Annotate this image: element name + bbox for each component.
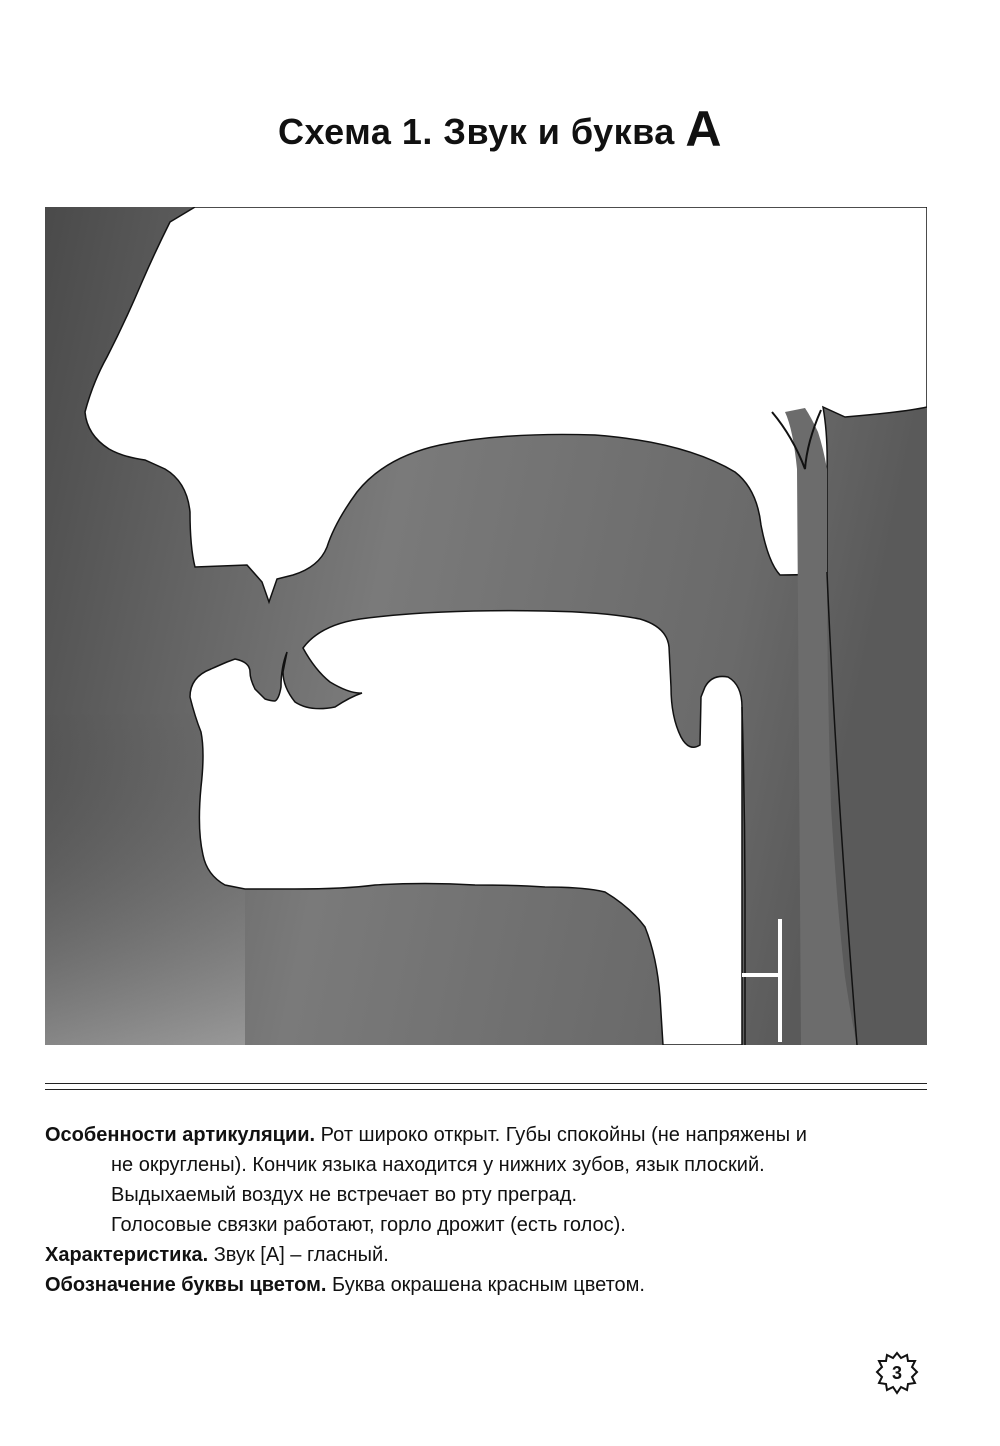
characteristic-text: Звук [А] – гласный.	[213, 1244, 389, 1266]
characteristic-label: Характеристика.	[45, 1244, 209, 1266]
title-letter: А	[685, 101, 722, 157]
articulation-label: Особенности артикуляции.	[45, 1124, 316, 1146]
articulation-diagram	[45, 207, 927, 1045]
articulation-line-1: Рот широко открыт. Губы спокойны (не напряжены и	[320, 1124, 807, 1146]
description-block	[45, 1120, 945, 1300]
color-text: Буква окрашена красным цветом.	[332, 1274, 645, 1296]
page-title	[0, 100, 1000, 158]
color-label: Обозначение буквы цветом.	[45, 1274, 327, 1296]
title-text: Схема 1. Звук и буква	[278, 111, 675, 152]
articulation-paragraph	[45, 1120, 945, 1150]
articulation-line-2: не округлены). Кончик языка находится у нижних зубов, язык плоский.	[111, 1154, 765, 1176]
separator-line-bottom	[45, 1089, 927, 1090]
characteristic-paragraph	[45, 1240, 945, 1270]
articulation-line-3: Выдыхаемый воздух не встречает во рту преград.	[111, 1184, 578, 1206]
separator-line-top	[45, 1083, 927, 1084]
color-paragraph	[45, 1270, 945, 1300]
articulation-line-4: Голосовые связки работают, горло дрожит (есть голос).	[111, 1214, 626, 1236]
page-number: 3	[891, 1363, 902, 1383]
page-number-badge	[874, 1350, 920, 1396]
